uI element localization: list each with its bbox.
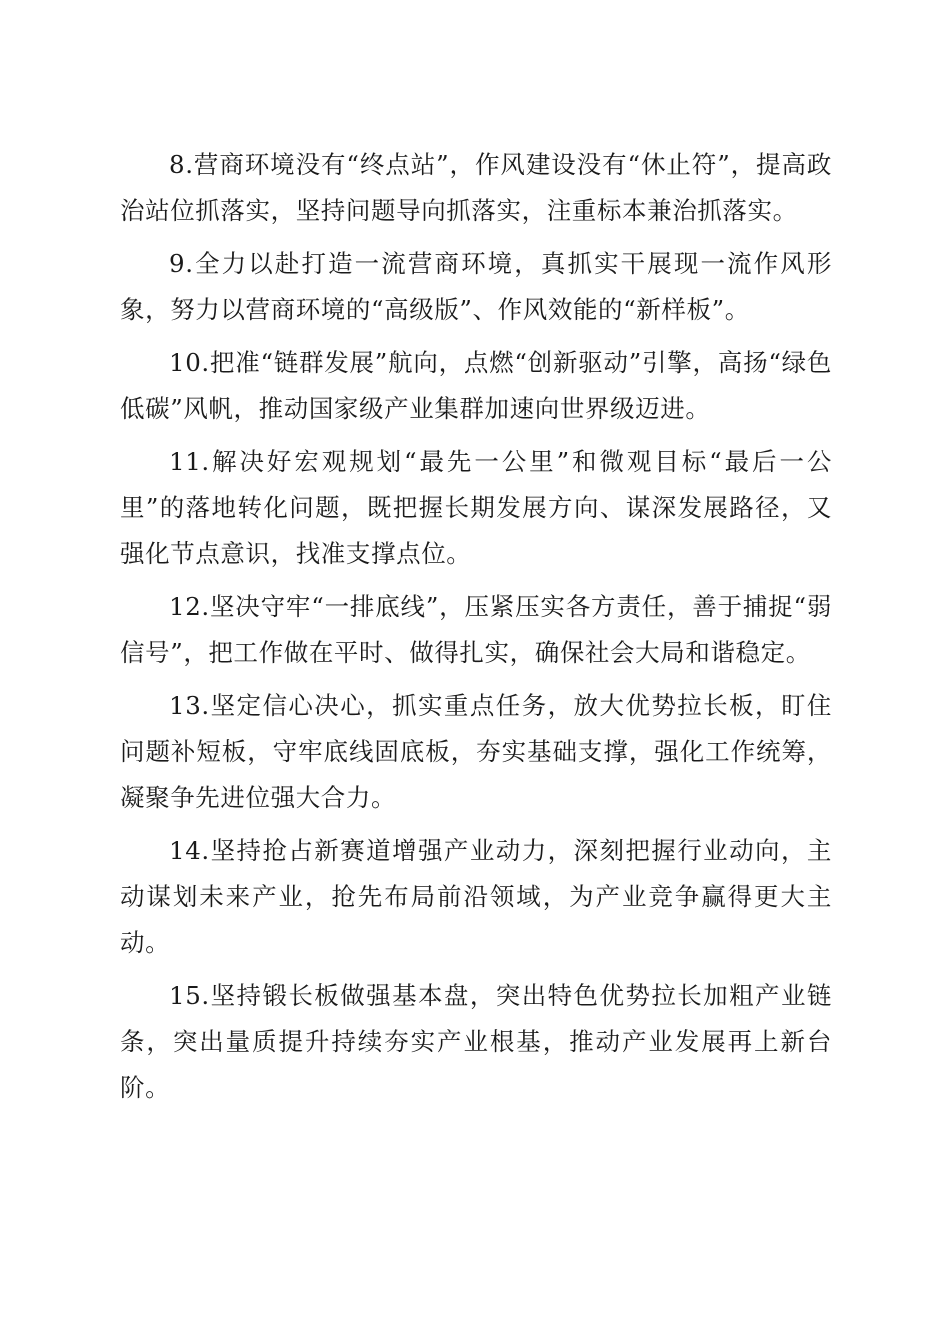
paragraph-14: 14.坚持抢占新赛道增强产业动力，深刻把握行业动向，主动谋划未来产业，抢先布局前沿领域，为产业竞争赢得更大主动。 [120,836,832,957]
paragraph-13: 13.坚定信心决心，抓实重点任务，放大优势拉长板，盯住问题补短板，守牢底线固底板，夯实基础支撑，强化工作统筹，凝聚争先进位强大合力。 [120,691,832,812]
paragraph-12: 12.坚决守牢“一排底线”，压紧压实各方责任，善于捕捉“弱信号”，把工作做在平时、做得扎实，确保社会大局和谐稳定。 [120,592,832,667]
paragraph-11: 11.解决好宏观规划“最先一公里”和微观目标“最后一公里”的落地转化问题，既把握长期发展方向、谋深发展路径，又强化节点意识，找准支撑点位。 [120,447,832,568]
paragraph-9: 9.全力以赴打造一流营商环境，真抓实干展现一流作风形象，努力以营商环境的“高级版”、作风效能的“新样板”。 [120,249,832,324]
paragraph-10: 10.把准“链群发展”航向，点燃“创新驱动”引擎，高扬“绿色低碳”风帆，推动国家级产业集群加速向世界级迈进。 [120,348,832,423]
paragraph-15: 15.坚持锻长板做强基本盘，突出特色优势拉长加粗产业链条，突出量质提升持续夯实产业根基，推动产业发展再上新台阶。 [120,981,832,1102]
paragraph-8: 8.营商环境没有“终点站”，作风建设没有“休止符”，提高政治站位抓落实，坚持问题导向抓落实，注重标本兼治抓落实。 [120,150,832,225]
document-body [120,142,832,1118]
